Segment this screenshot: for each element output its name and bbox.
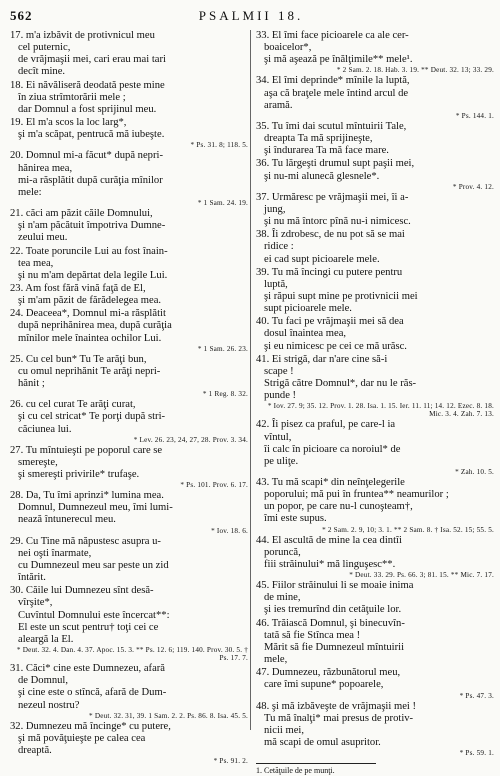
verse-line: 46. Trăiască Domnul, şi binecuvîn- (256, 617, 405, 629)
verse-line: îmi este supus. (264, 513, 327, 525)
verse-line: cel puternic, (18, 42, 71, 54)
verse-line: după neprihănirea mea, după curăţia (18, 320, 172, 332)
verse-line: mă scapi de omul asupritor. (264, 736, 381, 748)
verse-line: şi mă aşează pe înălţimile** mele¹. (264, 54, 413, 66)
verse-line: mele: (18, 186, 42, 198)
verse-line: şi m'am păzit de fărădelegea mea. (18, 295, 162, 307)
verse-line: de vrăjmaşii mei, cari erau mai tari (18, 54, 166, 66)
verse-line: 41. Ei strigă, dar n'are cine să-i (256, 353, 388, 365)
verse (10, 30, 248, 79)
verse (10, 721, 248, 765)
cross-reference: * 2 Sam. 2. 18. Hab. 3. 19. ** Deut. 32. 13; 33. 29. (336, 66, 494, 75)
verse-line: pe uliţe. (264, 455, 299, 467)
verse (10, 150, 248, 207)
verse (10, 490, 248, 534)
verse-line: mi-a răsplătit după curăţia mînilor (18, 174, 163, 186)
cross-reference: * Ps. 144. 1. (455, 111, 494, 120)
verse (256, 419, 494, 476)
cross-reference: * Ps. 31. 8; 118. 5. (190, 141, 248, 150)
verse-line: întărit. (18, 572, 46, 584)
verse-line: şi nu mă întorc pînă nu-i nimicesc. (264, 216, 411, 228)
verse-line: 36. Tu lărgeşti drumul supt paşii mei, (256, 158, 415, 170)
verse-line: şi îndurarea Ta mă face mare. (264, 145, 389, 157)
verse-line: nezeul nostru? (18, 699, 80, 711)
verse (256, 30, 494, 74)
verse-line: nează întunerecul meu. (18, 514, 116, 526)
verse (256, 354, 494, 419)
verse (10, 445, 248, 489)
verse-line: dar Domnul a fost sprijinul meu. (18, 103, 157, 115)
verse-line: de mine, (264, 592, 301, 604)
verse (10, 354, 248, 398)
verse (10, 399, 248, 443)
verse-line: Cuvîntul Domnului este încercat**: (18, 609, 170, 621)
verse-line: 37. Urmăresc pe vrăjmaşii mei, îi a- (256, 191, 409, 203)
verse-line: şi mă povăţuieşte pe calea cea (18, 732, 146, 744)
verse-line: boaicelor*, (264, 42, 312, 54)
cross-reference: * Deut. 33. 29. Ps. 66. 3; 81. 15. ** Mic. 7. 17. (349, 571, 494, 580)
right-column (256, 30, 494, 776)
verse-line: zeului meu. (18, 232, 68, 244)
cross-reference: * Iov. 27. 9; 35. 12. Prov. 1. 28. Isa. 1. 15. Ier. 11. 11; 14. 12. Ezec. 8. 18. Mic. 3. 4. Zah. 7. 13. (267, 402, 494, 419)
verse-line: şi ies tremurînd din cetăţuile lor. (264, 604, 402, 616)
verse-line: 35. Tu îmi dai scutul mîntuirii Tale, (256, 120, 407, 132)
verse-line: 22. Toate poruncile Lui au fost înain- (10, 245, 168, 257)
verse-line: un popor, pe care nu-l cunoşteam†, (264, 501, 413, 513)
verse (256, 229, 494, 265)
verse-line: care îmi supune* popoarele, (264, 679, 384, 691)
verse-line: îi calc în picioare ca noroiul* de (264, 443, 401, 455)
cross-reference: * 2 Sam. 2. 9, 10; 3. 1. ** 2 Sam. 8. † Isa. 52. 15; 55. 5. (322, 525, 494, 534)
cross-reference: * 1 Sam. 24. 19. (197, 199, 248, 208)
verse (256, 121, 494, 157)
verse-line: 21. căci am păzit căile Domnului, (10, 208, 153, 220)
verse (10, 283, 248, 307)
verse (256, 618, 494, 667)
verse-line: cu Dumnezeul meu sar peste un zid (18, 559, 169, 571)
verse-line: poporului; mă pui în fruntea** neamurilor ; (264, 489, 449, 501)
verse (256, 192, 494, 228)
verse (10, 80, 248, 116)
verse-line: vîntul, (264, 431, 292, 443)
verse (256, 580, 494, 616)
cross-reference: * Zah. 10. 5. (455, 468, 494, 476)
verse-line: dreaptă. (18, 744, 52, 756)
verse-line: nei oşti înarmate, (18, 547, 92, 559)
verse-line: 40. Tu faci pe vrăjmaşii mei să dea (256, 316, 404, 328)
verse-line: 43. Tu mă scapi* din neînţelegerile (256, 477, 405, 488)
verse (256, 75, 494, 119)
verse-line: 28. Da, Tu îmi aprinzi* lumina mea. (10, 490, 164, 502)
verse (10, 536, 248, 585)
verse-line: smereşte, (18, 456, 58, 468)
verse-line: aramă. (264, 99, 293, 111)
verse-line: 44. El ascultă de mine la cea dintîi (256, 534, 402, 546)
verse-line: Domnul, Dumnezeul meu, îmi lumi- (18, 502, 173, 514)
cross-reference: * Deut. 32. 31, 39. 1 Sam. 2. 2. Ps. 86. 8. Isa. 45. 5. (89, 711, 248, 720)
verse-line: tea mea, (18, 257, 54, 269)
verse-line: 30. Căile lui Dumnezeu sînt desă- (10, 585, 154, 597)
verse-line: şi nu m'am depărtat dela legile Lui. (18, 269, 168, 281)
verse-line: de Domnul, (18, 675, 69, 687)
verse-line: poruncă, (264, 546, 301, 558)
verse-line: şi răpui supt mine pe protivnicii mei (264, 290, 418, 302)
verse-line: 38. Îi zdrobesc, de nu pot să se mai (256, 229, 405, 241)
cross-reference: * 1 Sam. 26. 23. (197, 344, 248, 353)
verse (256, 267, 494, 316)
verse (256, 535, 494, 579)
verse-line: decît mine. (18, 66, 66, 78)
footnote: 1. Cetăţuile de pe munţi. (256, 766, 335, 776)
verse-line: 29. Cu Tine mă năpustesc asupra u- (10, 535, 161, 547)
verse-line: scape ! (264, 365, 294, 377)
column-divider (250, 30, 251, 730)
verse (10, 246, 248, 282)
verse-line: aleargă la El. (18, 633, 74, 645)
verse-line: şi n'am păcătuit împotriva Dumne- (18, 220, 166, 232)
verse-line: 33. El îmi face picioarele ca ale cer- (256, 30, 409, 41)
verse-line: 27. Tu mîntuieşti pe poporul care se (10, 444, 163, 456)
verse-line: Tu mă înalţi* mai presus de protiv- (264, 712, 414, 724)
verse (256, 158, 494, 190)
verse-line: ei cad supt picioarele mele. (264, 253, 380, 265)
verse-line: şi cu cel stricat* Te porţi după stri- (18, 411, 166, 423)
verse-line: 42. Îi pisez ca praful, pe care-l ia (256, 419, 396, 431)
verse-line: Mărit să fie Dumnezeul mîntuirii (264, 641, 405, 653)
verse (10, 117, 248, 149)
verse-line: şi m'a scăpat, pentrucă mă iubeşte. (18, 129, 165, 141)
right-verses (256, 30, 494, 757)
verse-line: 39. Tu mă încingi cu putere pentru (256, 266, 403, 278)
verse-line: 25. Cu cel bun* Tu Te arăţi bun, (10, 353, 147, 365)
verse (256, 667, 494, 699)
verse-line: 31. Căci* cine este Dumnezeu, afară (10, 663, 166, 675)
running-title: PSALMII 18. (198, 8, 304, 23)
cross-reference: * Deut. 32. 4. Dan. 4. 37. Apoc. 15. 3. ** Ps. 12. 6; 119. 140. Prov. 30. 5. † Ps. 17. 7. (16, 646, 248, 663)
page-header (10, 8, 492, 30)
verse-line: 47. Dumnezeu, răzbunătorul meu, (256, 667, 401, 679)
verse-line: 18. Ei năvăliseră deodată peste mine (10, 79, 165, 91)
verse-line: El este un scut pentru† toţi cei ce (18, 621, 159, 633)
verse-line: vîrşite*, (18, 597, 53, 609)
verse-line: dreapta Ta mă sprijineşte, (264, 133, 373, 145)
verse-line: în ziua strîmtorării mele ; (18, 91, 126, 103)
verse-line: cu omul neprihănit Te arăţi nepri- (18, 365, 161, 377)
verse-line: dosul înaintea mea, (264, 328, 347, 340)
cross-reference: * Prov. 4. 12. (452, 182, 494, 191)
verse-line: 17. m'a izbăvit de protivnicul meu (10, 30, 155, 41)
verse-line: 26. cu cel curat Te arăţi curat, (10, 399, 136, 411)
cross-reference: * Ps. 101. Prov. 6. 17. (180, 481, 248, 490)
verse-line: hănirea mea, (18, 162, 73, 174)
verse-line: 45. Fiilor străinului li se moaie inima (256, 580, 414, 592)
verse-line: mele, (264, 654, 288, 666)
verse-line: Strigă către Domnul*, dar nu le răs- (264, 378, 417, 390)
verse-line: 32. Dumnezeu mă încinge* cu putere, (10, 720, 171, 732)
verse-line: şi eu nimicesc pe cei ce mă urăsc. (264, 340, 407, 352)
verse-line: mînilor mele înaintea ochilor Lui. (18, 332, 162, 344)
verse (256, 701, 494, 758)
verse-line: şi nu-mi alunecă glesnele*. (264, 170, 380, 182)
verse-line: 20. Domnul mi-a făcut* după nepri- (10, 150, 163, 162)
page-number: 562 (10, 8, 33, 23)
verse-line: 48. şi mă izbăveşte de vrăjmaşii mei ! (256, 700, 417, 712)
verse (256, 477, 494, 534)
verse (10, 585, 248, 662)
verse-line: fiii străinului* mă linguşesc**. (264, 558, 396, 570)
verse-line: nicii mei, (264, 724, 305, 736)
verse-line: 24. Deaceea*, Domnul mi-a răsplătit (10, 308, 166, 320)
verse-line: aşa că braţele mele întind arcul de (264, 87, 409, 99)
verse-line: ridice : (264, 241, 294, 253)
footnote-rule (256, 763, 376, 764)
left-column (10, 30, 248, 766)
verse-line: tată să fie Stînca mea ! (264, 629, 361, 641)
verse-line: jung, (264, 203, 286, 215)
verse-line: 23. Am fost fără vină faţă de El, (10, 282, 146, 294)
verse-line: punde ! (264, 390, 297, 402)
cross-reference: * Iov. 18. 6. (211, 526, 248, 535)
verse (10, 663, 248, 720)
verse-line: supt picioarele mele. (264, 303, 352, 315)
verse-line: hănit ; (18, 378, 45, 390)
verse-line: luptă, (264, 278, 288, 290)
verse (10, 208, 248, 244)
verse-line: şi smereşti privirile* trufaşe. (18, 469, 140, 480)
cross-reference: * Lev. 26. 23, 24, 27, 28. Prov. 3. 34. (133, 435, 248, 444)
verse-line: 34. El îmi deprinde* mînile la luptă, (256, 75, 410, 87)
verse-line: căciunea lui. (18, 423, 72, 435)
verse (10, 308, 248, 352)
cross-reference: * 1 Reg. 8. 32. (202, 390, 248, 399)
verse-line: şi cine este o stîncă, afară de Dum- (18, 687, 167, 699)
cross-reference: * Ps. 47. 3. (459, 691, 494, 700)
cross-reference: * Ps. 91. 2. (213, 757, 248, 766)
cross-reference: * Ps. 59. 1. (459, 749, 494, 758)
verse-line: 19. El m'a scos la loc larg*, (10, 117, 127, 129)
verse (256, 316, 494, 352)
